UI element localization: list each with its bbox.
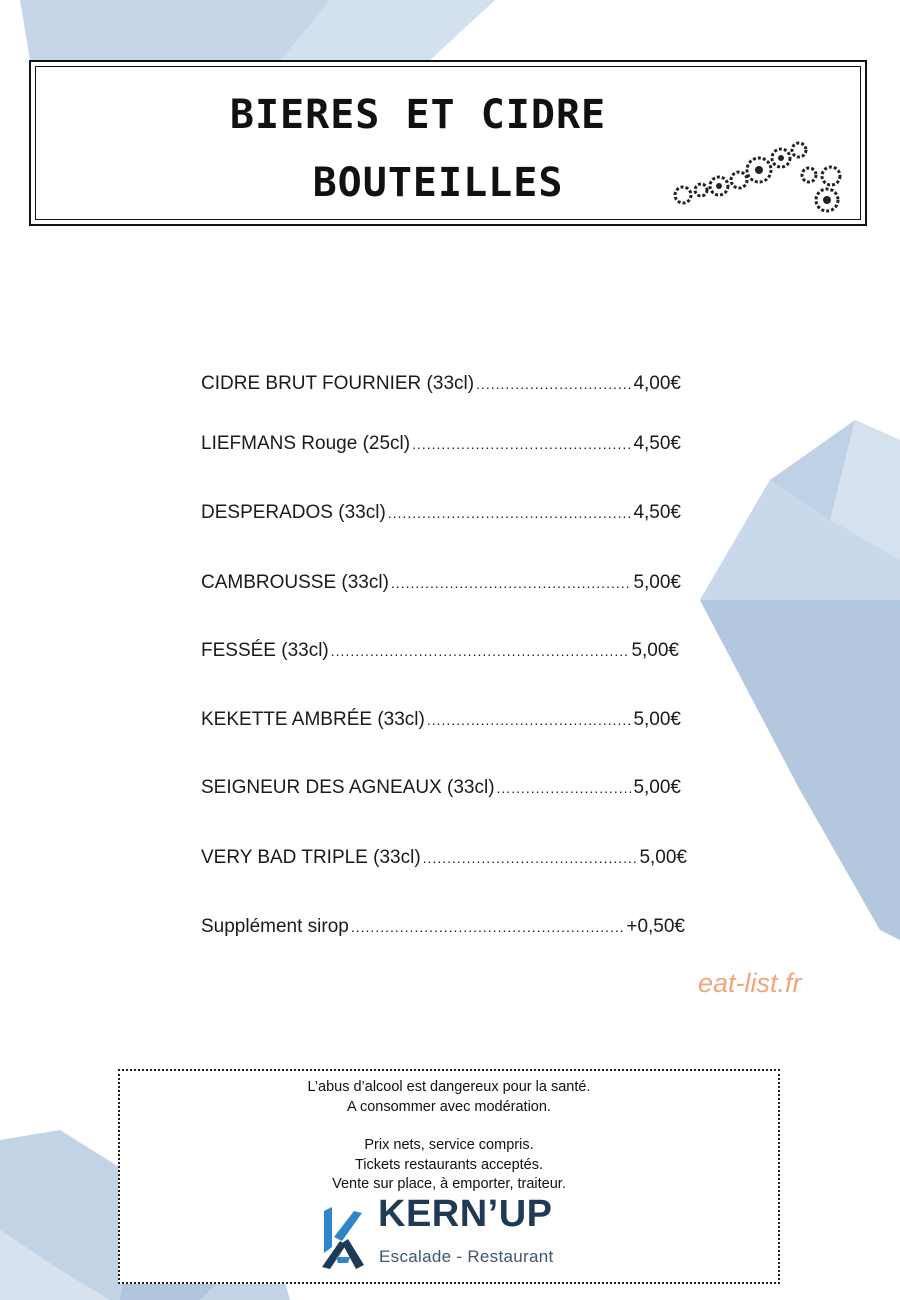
- menu-item: [201, 432, 681, 456]
- dot-leader: [388, 501, 632, 525]
- brand-logo: [320, 1193, 580, 1277]
- notice-line: Vente sur place, à emporter, traiteur.: [332, 1176, 566, 1192]
- menu-item-price: 5,00€: [631, 640, 679, 661]
- menu-item-name: FESSÉE (33cl): [201, 640, 329, 661]
- menu-item: [201, 501, 681, 525]
- menu-item: [201, 776, 681, 800]
- page-title: BIERES ET CIDRE: [229, 92, 607, 138]
- menu-item: [201, 639, 679, 663]
- dot-leader: [412, 432, 631, 456]
- logo-tagline: Escalade - Restaurant: [379, 1247, 554, 1266]
- menu-item: [201, 571, 681, 595]
- service-info: [120, 1136, 778, 1195]
- menu-item-price: 5,00€: [633, 709, 681, 730]
- dot-leader: [331, 639, 630, 663]
- dot-leader: [427, 708, 632, 732]
- menu-item-name: KEKETTE AMBRÉE (33cl): [201, 709, 425, 730]
- dot-leader: [476, 372, 631, 396]
- menu-item-price: 5,00€: [633, 572, 681, 593]
- notice-box: [118, 1069, 780, 1284]
- menu-item-price: 4,50€: [633, 502, 681, 523]
- menu-item-price: +0,50€: [626, 916, 685, 937]
- title-box: [29, 60, 867, 226]
- notice-line: A consommer avec modération.: [347, 1098, 551, 1115]
- notice-line: Tickets restaurants acceptés.: [354, 1156, 544, 1173]
- menu-item-name: LIEFMANS Rouge (25cl): [201, 433, 411, 454]
- menu-item-name: CAMBROUSSE (33cl): [201, 572, 389, 593]
- menu-item-price: 5,00€: [633, 777, 681, 798]
- menu-item: [201, 372, 681, 396]
- menu-item-name: SEIGNEUR DES AGNEAUX (33cl): [201, 777, 495, 798]
- gears-icon: [671, 140, 851, 215]
- menu-item-name: Supplément sirop: [201, 916, 349, 937]
- notice-line: Prix nets, service compris.: [364, 1137, 534, 1153]
- dot-leader: [497, 776, 632, 800]
- logo-name: KERN’UP: [378, 1193, 553, 1235]
- menu-item-name: VERY BAD TRIPLE (33cl): [201, 847, 421, 868]
- menu-item-price: 4,00€: [633, 373, 681, 394]
- menu-item-name: CIDRE BRUT FOURNIER (33cl): [201, 373, 475, 394]
- menu-item: [201, 846, 687, 870]
- menu-item-name: DESPERADOS (33cl): [201, 502, 386, 523]
- menu-item-price: 4,50€: [633, 433, 681, 454]
- health-warning: [120, 1078, 778, 1117]
- dot-leader: [391, 571, 632, 595]
- dot-leader: [423, 846, 638, 870]
- kern-up-k-logo-icon: [320, 1207, 366, 1269]
- notice-line: L’abus d’alcool est dangereux pour la santé.: [307, 1079, 591, 1095]
- menu-item: [201, 915, 685, 939]
- watermark: eat-list.fr: [698, 968, 802, 998]
- page-subtitle: BOUTEILLES: [312, 160, 564, 206]
- menu-item: [201, 708, 681, 732]
- menu-item-price: 5,00€: [639, 847, 687, 868]
- dot-leader: [351, 915, 624, 939]
